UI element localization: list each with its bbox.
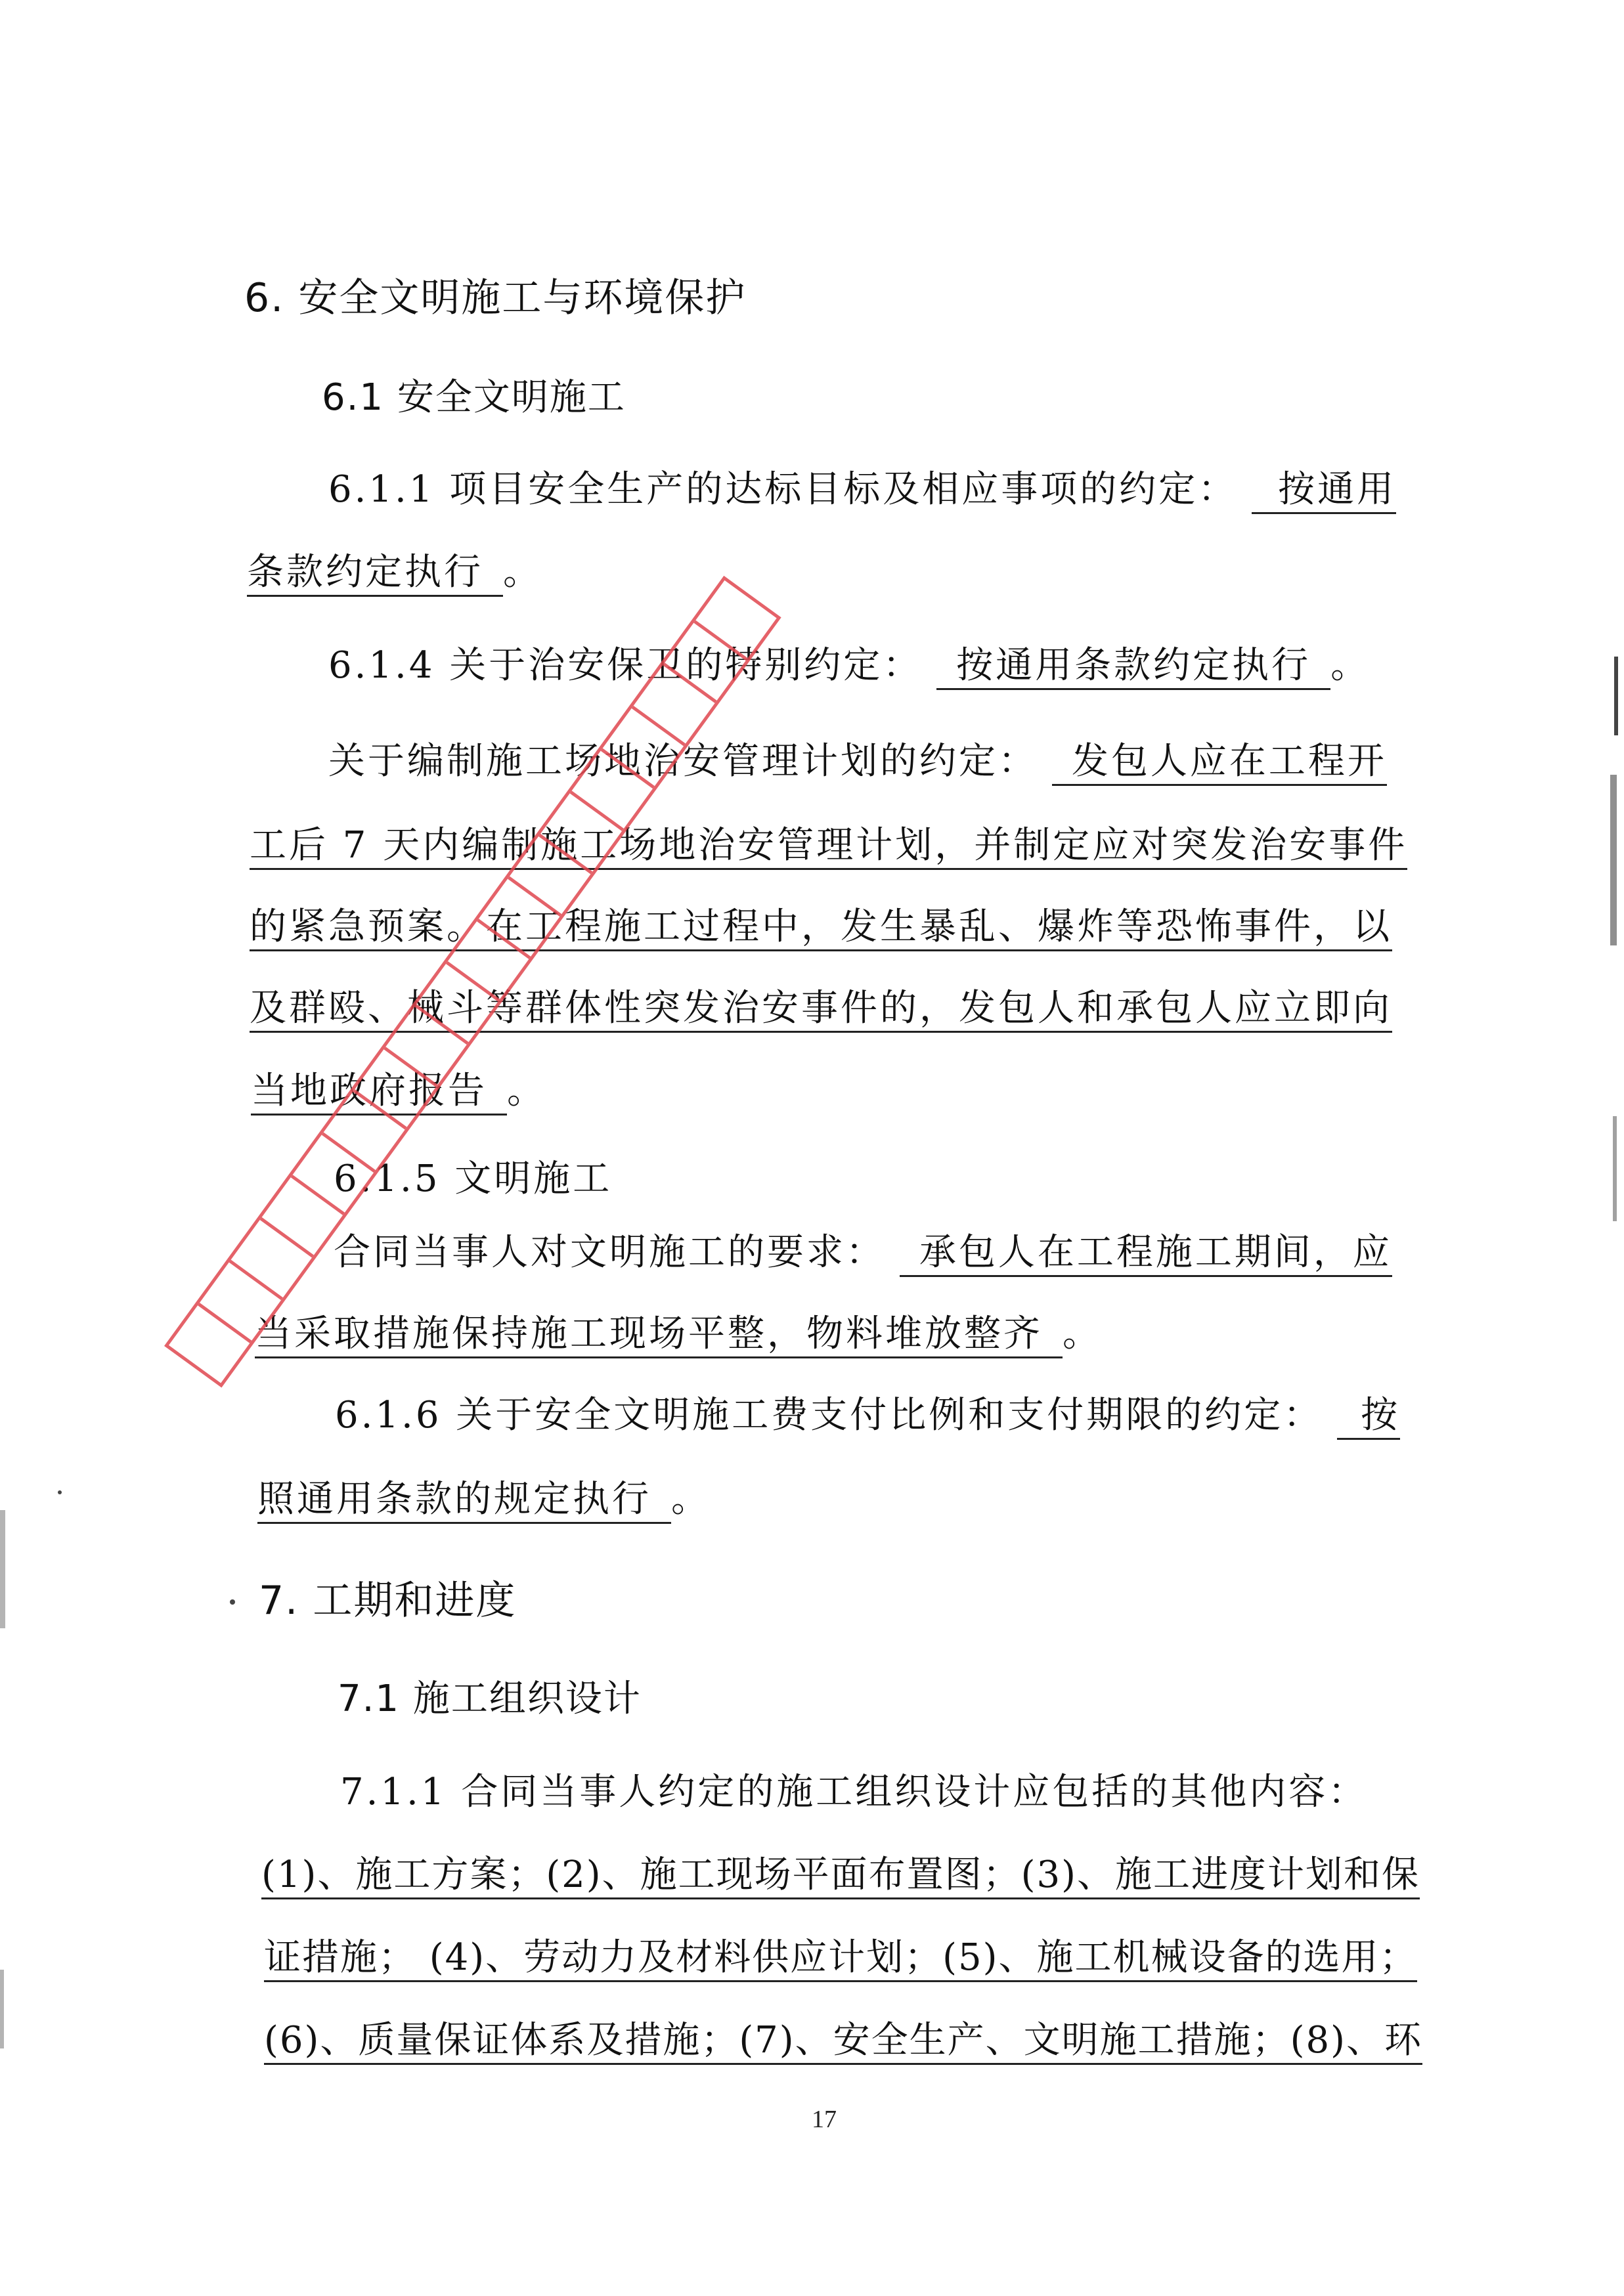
scan-edge-mark xyxy=(1613,1116,1617,1221)
clause-6-1-1 xyxy=(328,466,1396,513)
security-plan-fill-3: 的紧急预案。在工程施工过程中，发生暴乱、爆炸等恐怖事件，以 xyxy=(250,905,1392,951)
period: 。 xyxy=(1330,644,1371,687)
scan-edge-mark xyxy=(1614,657,1618,735)
clause-6-1-6-fill-b: 照通用条款的规定执行 xyxy=(257,1478,671,1524)
section-7-1-heading: 7.1 施工组织设计 xyxy=(338,1678,642,1720)
clause-6-1-6-cont xyxy=(257,1476,711,1523)
clause-7-1-1-line-2 xyxy=(264,1934,1417,1982)
clause-6-1-6-fill-a: 按 xyxy=(1337,1394,1400,1440)
section-6-heading: 6. 安全文明施工与环境保护 xyxy=(244,275,747,321)
section-7-heading: 7. 工期和进度 xyxy=(259,1578,517,1624)
clause-7-1-1-fill-3: (6)、质量保证体系及措施；(7)、安全生产、文明施工措施；(8)、环 xyxy=(264,2019,1422,2065)
security-plan-fill-5: 当地政府报告 xyxy=(251,1070,507,1116)
security-plan-fill-4: 及群殴、械斗等群体性突发治安事件的，发包人和承包人应立即向 xyxy=(250,987,1392,1033)
security-plan-fill-2: 工后 7 天内编制施工场地治安管理计划，并制定应对突发治安事件 xyxy=(250,824,1407,870)
clause-7-1-1-line-3 xyxy=(264,2017,1422,2064)
clause-6-1-5-heading: 6.1.5 文明施工 xyxy=(334,1158,613,1200)
clause-6-1-4-label: 6.1.4 关于治安保卫的特别约定： xyxy=(328,644,923,687)
security-plan-fill-1: 发包人应在工程开 xyxy=(1052,740,1387,786)
clause-6-1-4 xyxy=(328,642,1370,689)
clause-7-1-1-fill-1: (1)、施工方案；(2)、施工现场平面布置图；(3)、施工进度计划和保 xyxy=(261,1853,1420,1899)
scan-edge-mark xyxy=(0,1510,5,1628)
section-6-1-heading: 6.1 安全文明施工 xyxy=(322,376,626,419)
security-plan-line-2 xyxy=(250,822,1407,869)
clause-7-1-1-fill-2: 证措施； (4)、劳动力及材料供应计划；(5)、施工机械设备的选用； xyxy=(264,1936,1417,1982)
clause-6-1-6 xyxy=(335,1392,1400,1439)
clause-7-1-1: 7.1.1 合同当事人约定的施工组织设计应包括的其他内容： xyxy=(340,1771,1368,1813)
clause-7-1-1-line-1 xyxy=(261,1852,1420,1899)
scan-edge-mark xyxy=(0,1970,4,2048)
civil-fill-1: 承包人在工程施工期间，应 xyxy=(900,1231,1392,1277)
civil-fill-2: 当采取措施保持施工现场平整，物料堆放整齐 xyxy=(255,1312,1063,1358)
period: 。 xyxy=(503,551,542,594)
civil-clause xyxy=(334,1229,1392,1276)
clause-6-1-4-fill: 按通用条款约定执行 xyxy=(936,644,1330,690)
period: 。 xyxy=(507,1070,546,1112)
scan-edge-mark xyxy=(1610,775,1617,945)
civil-label: 合同当事人对文明施工的要求： xyxy=(334,1231,885,1274)
period: 。 xyxy=(671,1478,711,1521)
clause-6-1-1-fill-b: 条款约定执行 xyxy=(247,551,503,597)
page-number: 17 xyxy=(812,2106,837,2133)
clause-6-1-1-label: 6.1.1 项目安全生产的达标目标及相应事项的约定： xyxy=(328,468,1238,511)
clause-6-1-6-label: 6.1.6 关于安全文明施工费支付比例和支付期限的约定： xyxy=(335,1394,1323,1437)
civil-line-2 xyxy=(255,1310,1102,1358)
period: 。 xyxy=(1063,1312,1102,1355)
security-plan-line-3 xyxy=(250,903,1392,951)
security-plan-label: 关于编制施工场地治安管理计划的约定： xyxy=(328,740,1038,783)
scan-dot xyxy=(58,1490,62,1494)
scan-dot xyxy=(230,1599,235,1605)
clause-6-1-1-cont xyxy=(247,549,542,596)
clause-6-1-1-fill-a: 按通用 xyxy=(1252,468,1396,514)
security-plan-clause xyxy=(328,738,1387,785)
